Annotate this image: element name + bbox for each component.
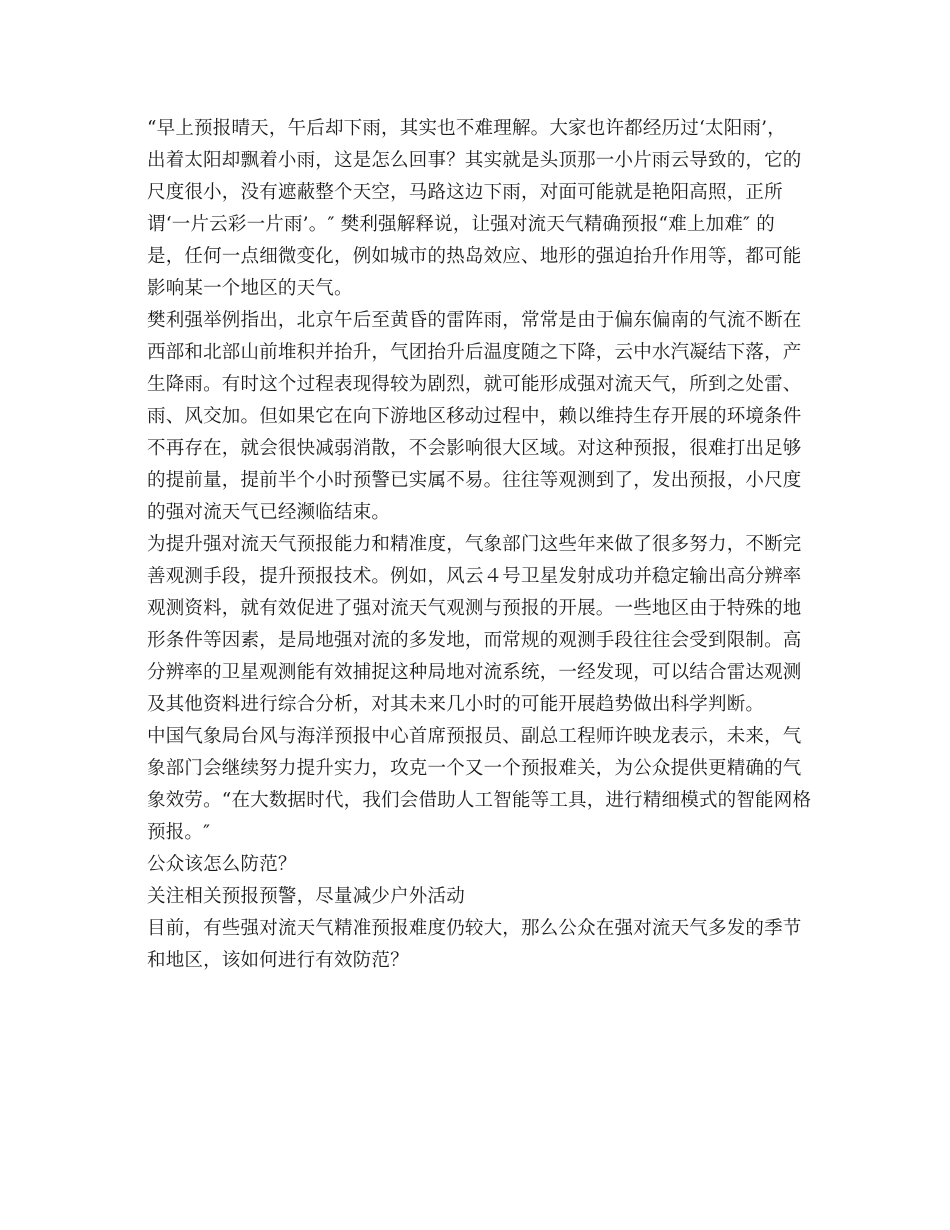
- text-line: 及其他资料进行综合分析，对其未来几小时的可能开展趋势做出科学判断。: [147, 694, 765, 715]
- text-line: 不再存在，就会很快减弱消散，不会影响很大区域。对这种预报，很难打出足够: [147, 438, 802, 459]
- text-line: 谓‘一片云彩一片雨’。″ 樊利强解释说，让强对流天气精确预报“难上加难″ 的: [147, 214, 775, 235]
- text-line: 分辨率的卫星观测能有效捕捉这种局地对流系统，一经发现，可以结合雷达观测: [147, 662, 802, 683]
- text-line: 雨、风交加。但如果它在向下游地区移动过程中，赖以维持生存开展的环境条件: [147, 406, 802, 427]
- paragraph-sun-rain: [147, 113, 815, 305]
- text-line: 影响某一个地区的天气。: [147, 278, 353, 299]
- text-line: 西部和北部山前堆积并抬升，气团抬升后温度随之下降，云中水汽凝结下落，产: [147, 342, 802, 363]
- text-line: 形条件等因素，是局地强对流的多发地，而常规的观测手段往往会受到限制。高: [147, 630, 802, 651]
- section-question-heading: [147, 849, 815, 881]
- text-line: 尺度很小，没有遮蔽整个天空，马路这边下雨，对面可能就是艳阳高照，正所: [147, 182, 783, 203]
- paragraph-prevention: [147, 913, 815, 977]
- section-subheading: [147, 881, 815, 913]
- text-line: 目前，有些强对流天气精准预报难度仍较大，那么公众在强对流天气多发的季节: [147, 918, 802, 939]
- paragraph-satellite-observation: [147, 529, 815, 721]
- text-line: 中国气象局台风与海洋预报中心首席预报员、副总工程师许映龙表示，未来，气: [147, 726, 802, 747]
- text-line: 的提前量，提前半个小时预警已实属不易。往往等观测到了，发出预报，小尺度: [147, 470, 802, 491]
- text-line: 关注相关预报预警，尽量减少户外活动: [147, 886, 465, 907]
- text-line: 象效劳。“在大数据时代，我们会借助人工智能等工具，进行精细模式的智能网格: [147, 790, 812, 811]
- text-line: 是，任何一点细微变化，例如城市的热岛效应、地形的强迫抬升作用等，都可能: [147, 246, 802, 267]
- text-line: 观测资料，就有效促进了强对流天气观测与预报的开展。一些地区由于特殊的地: [147, 598, 802, 619]
- text-line: 预报。″: [147, 822, 211, 843]
- text-line: 的强对流天气已经濒临结束。: [147, 502, 391, 523]
- text-line: 公众该怎么防范？: [147, 854, 297, 875]
- text-line: 生降雨。有时这个过程表现得较为剧烈，就可能形成强对流天气，所到之处雷、: [147, 374, 802, 395]
- text-line: 樊利强举例指出，北京午后至黄昏的雷阵雨，常常是由于偏东偏南的气流不断在: [147, 310, 802, 331]
- document-body: [147, 113, 815, 977]
- text-line: 善观测手段，提升预报技术。例如，风云４号卫星发射成功并稳定输出高分辨率: [147, 566, 802, 587]
- text-line: “早上预报晴天，午后却下雨，其实也不难理解。大家也许都经历过‘太阳雨’，: [147, 118, 786, 139]
- paragraph-beijing-thunderstorm: [147, 305, 815, 529]
- paragraph-forecaster-quote: [147, 721, 815, 849]
- text-line: 出着太阳却飘着小雨，这是怎么回事？其实就是头顶那一小片雨云导致的，它的: [147, 150, 802, 171]
- text-line: 为提升强对流天气预报能力和精准度，气象部门这些年来做了很多努力，不断完: [147, 534, 802, 555]
- text-line: 象部门会继续努力提升实力，攻克一个又一个预报难关，为公众提供更精确的气: [147, 758, 802, 779]
- text-line: 和地区，该如何进行有效防范？: [147, 950, 409, 971]
